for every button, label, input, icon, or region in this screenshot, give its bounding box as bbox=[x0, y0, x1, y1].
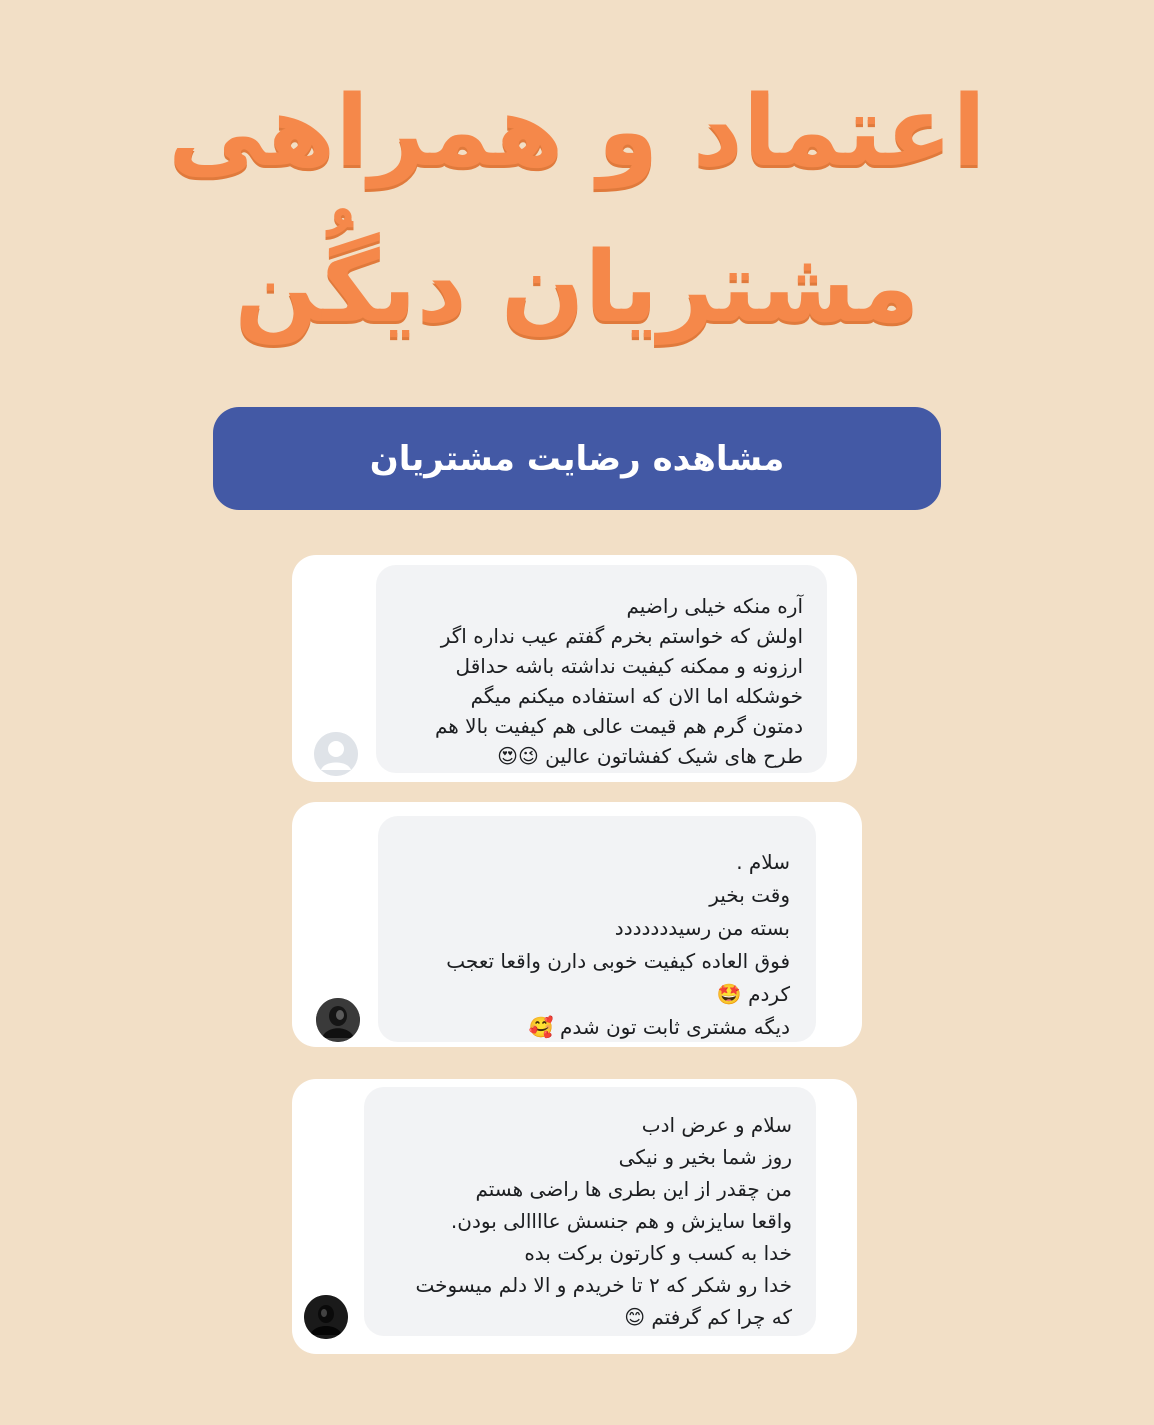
comment-line: خدا رو شکر که ۲ تا خریدم و الا دلم میسوخت bbox=[415, 1273, 792, 1297]
user-photo-icon bbox=[316, 998, 360, 1042]
comment-line: سلام و عرض ادب bbox=[641, 1113, 792, 1137]
comment-bubble bbox=[378, 816, 816, 1042]
avatar[interactable] bbox=[304, 1295, 348, 1339]
comment-line: وقت بخیر bbox=[709, 883, 790, 907]
comment-line-last bbox=[400, 741, 803, 771]
view-customer-satisfaction-button[interactable]: مشاهده رضایت مشتریان bbox=[213, 407, 941, 510]
comment-line: بسته من رسیددددددد bbox=[614, 916, 790, 940]
comment-line: روز شما بخیر و نیکی bbox=[618, 1145, 792, 1169]
headline-line-1: اعتماد و همراهی bbox=[168, 75, 986, 189]
comment-line-last bbox=[402, 1011, 790, 1044]
comment-line: دمتون گرم هم قیمت عالی هم کیفیت بالا هم bbox=[434, 714, 803, 738]
emoji-smiling-hearts-icon: 🥰 bbox=[528, 1015, 554, 1039]
comment-line: سلام . bbox=[736, 850, 790, 874]
comment-text: که چرا کم گرفتم bbox=[651, 1305, 792, 1329]
comment-text: طرح های شیک کفشاتون عالین bbox=[545, 744, 803, 768]
review-card-3 bbox=[292, 1079, 857, 1354]
comment-bubble bbox=[364, 1087, 816, 1336]
comment-line: من چقدر از این بطری ها راضی هستم bbox=[475, 1177, 792, 1201]
review-card-2 bbox=[292, 802, 862, 1047]
comment-line: خوشکله اما الان که استفاده میکنم میگم bbox=[470, 684, 803, 708]
comment-line: واقعا سایزش و هم جنسش عاااالی بودن. bbox=[450, 1209, 792, 1233]
user-photo-icon bbox=[304, 1295, 348, 1339]
emoji-star-struck-icon: 🤩 bbox=[716, 982, 742, 1006]
comment-line: اولش که خواستم بخرم گفتم عیب نداره اگر bbox=[440, 624, 803, 648]
comment-line: فوق العاده کیفیت خوبی دارن واقعا تعجب bbox=[446, 949, 790, 973]
comment-line: ارزونه و ممکنه کیفیت نداشته باشه حداقل bbox=[455, 654, 803, 678]
comment-text: کردم bbox=[748, 982, 790, 1006]
review-card-1 bbox=[292, 555, 857, 782]
default-user-icon bbox=[314, 732, 358, 776]
headline-line-2: مشتریان دیگُن bbox=[234, 231, 920, 345]
avatar[interactable] bbox=[316, 998, 360, 1042]
comment-bubble bbox=[376, 565, 827, 773]
comment-line-last bbox=[388, 1301, 792, 1333]
comment-line: خدا به کسب و کارتون برکت بده bbox=[524, 1241, 792, 1265]
comment-line: آره منکه خیلی راضیم bbox=[626, 594, 803, 618]
emoji-smiling-face-icon: 😊 bbox=[624, 1305, 646, 1329]
comment-text: دیگه مشتری ثابت تون شدم bbox=[559, 1015, 790, 1039]
avatar[interactable] bbox=[314, 732, 358, 776]
emoji-wink-heart-eyes-icon: 😉😍 bbox=[497, 744, 539, 768]
comment-line bbox=[402, 978, 790, 1011]
